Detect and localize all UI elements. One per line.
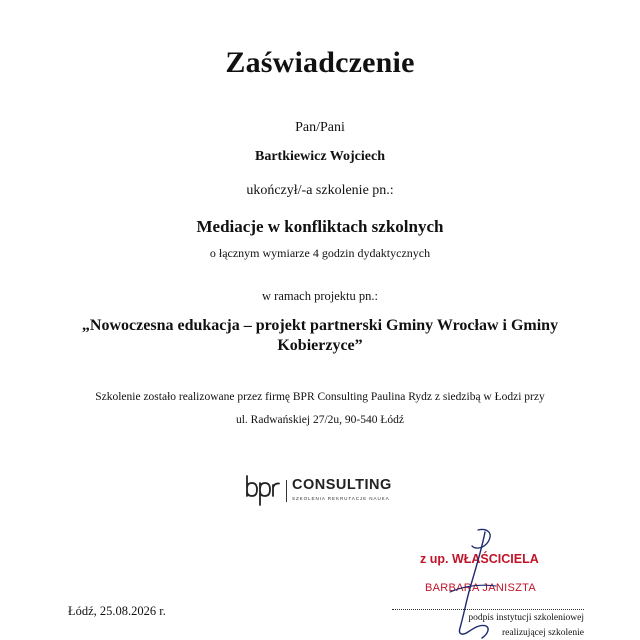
- recipient-name: Bartkiewicz Wojciech: [255, 149, 385, 164]
- logo-divider: [286, 480, 287, 502]
- handwritten-signature: [430, 528, 510, 640]
- stamp-name-line: BARBARA JANISZTA: [425, 582, 536, 594]
- provider-text-line2: ul. Radwańskiej 27/2u, 90-540 Łódź: [235, 414, 404, 426]
- salutation-text: Pan/Pani: [295, 120, 345, 135]
- hours-text: o łącznym wymiarze 4 godzin dydaktycznych: [209, 246, 431, 260]
- place-date: Łódź, 25.08.2026 r.: [68, 604, 166, 618]
- signature-caption-line2: realizującej szkolenie: [501, 628, 584, 638]
- project-name: „Nowoczesna edukacja – projekt partnerski Gminy Wrocław i Gminy Kobierzyce”: [81, 317, 559, 354]
- course-name: Mediacje w konfliktach szkolnych: [196, 217, 444, 236]
- certificate-title: Zaświadczenie: [225, 46, 415, 79]
- logo-tagline: SZKOLENIA REKRUTACJE NAUKA: [292, 496, 390, 501]
- provider-text-line1: Szkolenie zostało realizowane przez firmę BPR Consulting Paulina Rydz z siedzibą w Łodzi przy: [95, 391, 545, 403]
- signature-caption-line1: podpis instytucji szkoleniowej: [468, 613, 584, 623]
- stamp-authority-line: z up. WŁAŚCICIELA: [420, 552, 539, 566]
- bpr-logo-mark: [244, 474, 286, 508]
- signature-dotted-line: [392, 601, 584, 610]
- project-intro: w ramach projektu pn.:: [262, 289, 378, 303]
- completion-text: ukończył/-a szkolenie pn.:: [246, 183, 394, 198]
- bpr-consulting-logo: [244, 474, 404, 510]
- logo-wordmark: CONSULTING: [292, 477, 392, 493]
